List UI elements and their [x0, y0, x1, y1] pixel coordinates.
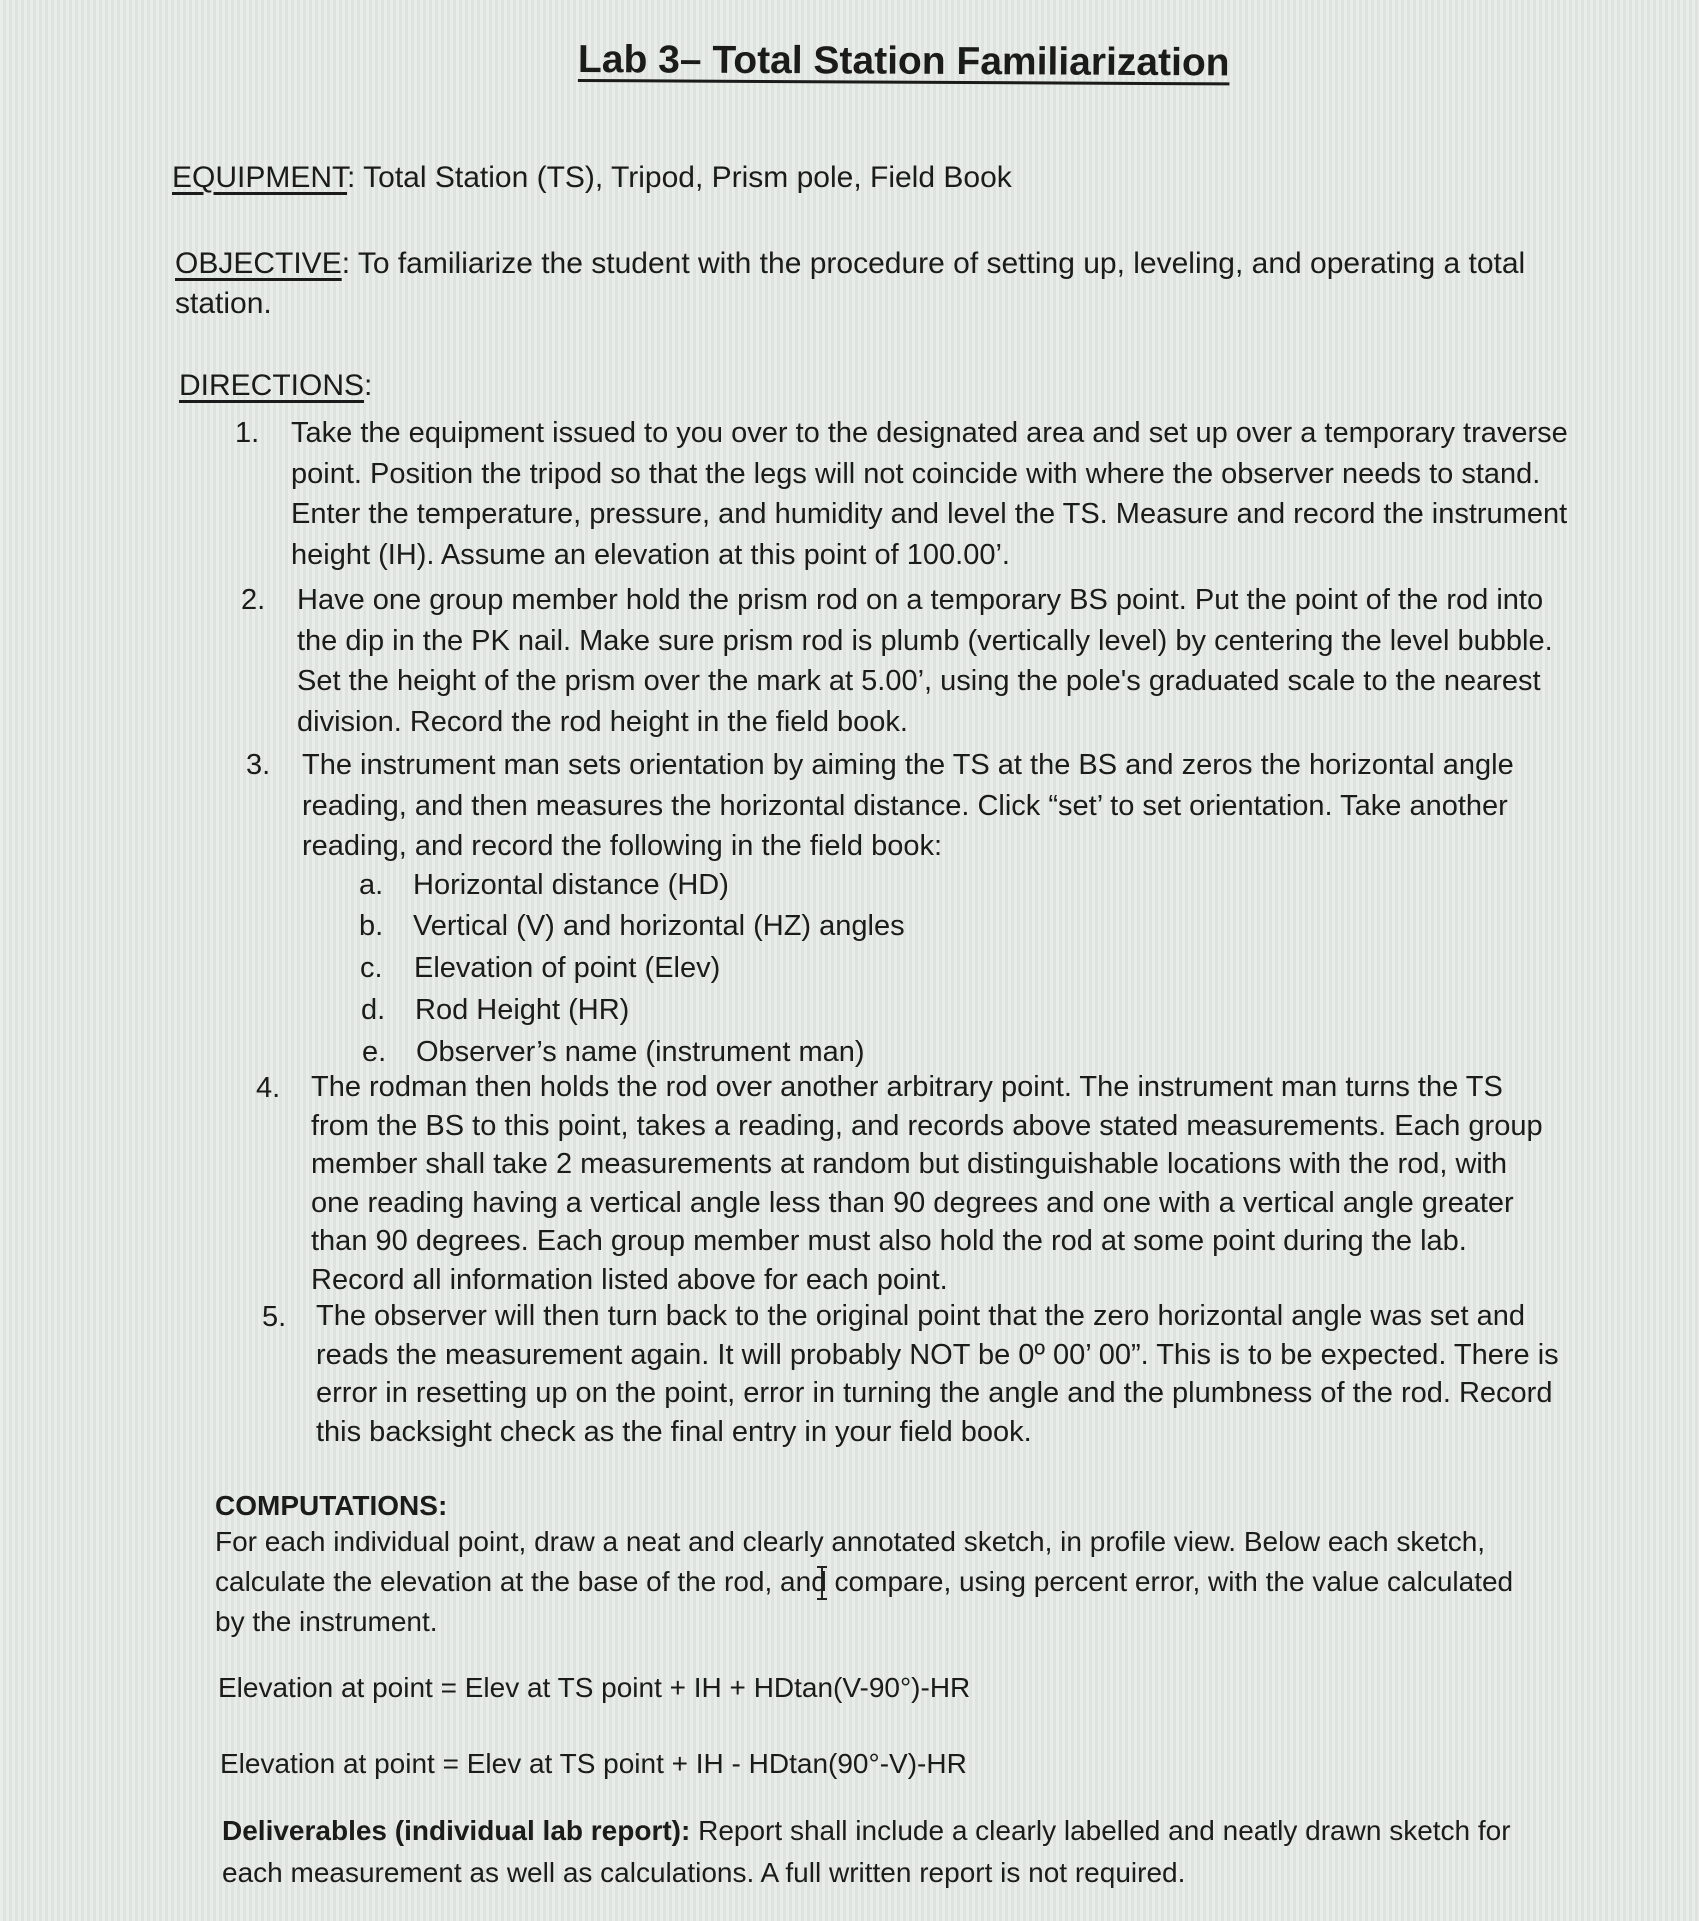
sub-item-letter: c. — [360, 952, 383, 984]
sub-item-text: Vertical (V) and horizontal (HZ) angles — [413, 910, 905, 942]
list-item-number: 5. — [262, 1301, 287, 1333]
directions-label: DIRECTIONS — [179, 369, 365, 402]
list-item-text: Have one group member hold the prism rod on a temporary BS point. Put the point of the rod into the dip in the PK nail. Make sure prism rod is plumb (vertically level) by centering the level bubble. Set the height of the prism over the mark at 5.00’, using the pole's graduated scale to the nearest division. Record the rod height in the field book. — [297, 584, 1553, 738]
list-item-text: The observer will then turn back to the original point that the zero horizontal angle was set and reads the measurement again. It will probably NOT be 0º 00’ 00”. This is to be expected. There is error in resetting up on the point, error in turning the angle and the plumbness of the rod. Record this backsight check as the final entry in your field book. — [316, 1300, 1559, 1448]
list-item-text: Take the equipment issued to you over to the designated area and set up over a temporary traverse point. Position the tripod so that the legs will not coincide with where the observer needs to stand. Enter the temperature, pressure, and humidity and level the TS. Measure and record the instrument height (IH). Assume an elevation at this point of 100.00’. — [291, 417, 1568, 571]
sub-item-text: Rod Height (HR) — [415, 994, 630, 1026]
list-item-number: 3. — [246, 749, 271, 781]
objective-paragraph — [175, 244, 1565, 324]
objective-text: : To familiarize the student with the procedure of setting up, leveling, and operating a total station. — [175, 247, 1526, 320]
text-cursor-icon — [815, 1566, 829, 1600]
sub-item-text: Elevation of point (Elev) — [414, 952, 721, 984]
formula-1: Elevation at point = Elev at TS point + IH + HDtan(V-90°)-HR — [218, 1672, 971, 1703]
list-item — [241, 580, 1586, 745]
sub-item-letter: e. — [362, 1036, 387, 1068]
computations-heading: COMPUTATIONS: — [215, 1490, 448, 1521]
sub-item-letter: b. — [359, 910, 384, 942]
objective-label: OBJECTIVE — [175, 247, 342, 280]
directions-heading: DIRECTIONS: — [179, 369, 373, 402]
list-item-number: 1. — [235, 417, 260, 449]
list-item — [246, 745, 1591, 870]
deliverables-label: Deliverables (individual lab report): — [222, 1815, 691, 1846]
list-item — [235, 413, 1580, 578]
deliverables-paragraph — [222, 1810, 1552, 1894]
list-item-number: 2. — [241, 584, 266, 616]
formula-2: Elevation at point = Elev at TS point + IH - HDtan(90°-V)-HR — [220, 1748, 967, 1779]
sub-item-letter: d. — [361, 994, 386, 1026]
sub-item-text: Horizontal distance (HD) — [413, 869, 729, 901]
sub-item-text: Observer’s name (instrument man) — [416, 1036, 865, 1068]
list-item-text: The instrument man sets orientation by aiming the TS at the BS and zeros the horizontal angle reading, and then measures the horizontal distance. Click “set’ to set orientation. Take another reading, and record the following in the field book: — [302, 749, 1514, 862]
list-item-number: 4. — [256, 1072, 281, 1104]
page-title: Lab 3– Total Station Familiarization — [577, 38, 1230, 85]
list-item — [262, 1297, 1607, 1462]
equipment-text: : Total Station (TS), Tripod, Prism pole, Field Book — [347, 161, 1012, 194]
list-item-text: The rodman then holds the rod over another arbitrary point. The instrument man turns the TS from the BS to this point, takes a reading, and records above stated measurements. Each group member shall take 2 measurements at random but distinguishable locations with the rod, with one reading having a vertical angle less than 90 degrees and one with a vertical angle greater than 90 degrees. Each group member must also hold the rod at some point during the lab. Record all information listed above for each point. — [311, 1071, 1543, 1296]
equipment-line — [172, 158, 1572, 198]
equipment-label: EQUIPMENT — [172, 161, 348, 194]
computations-text: For each individual point, draw a neat and clearly annotated sketch, in profile view. Below each sketch, calculate the elevation at the base of the rod, and compare, using percent error, with the value calculated by the instrument. — [215, 1526, 1514, 1637]
sub-item-letter: a. — [359, 869, 384, 901]
list-item — [256, 1068, 1601, 1313]
deliverables-text: Report shall include a clearly labelled and neatly drawn sketch for each measurement as well as calculations. A full written report is not required. — [222, 1815, 1511, 1888]
